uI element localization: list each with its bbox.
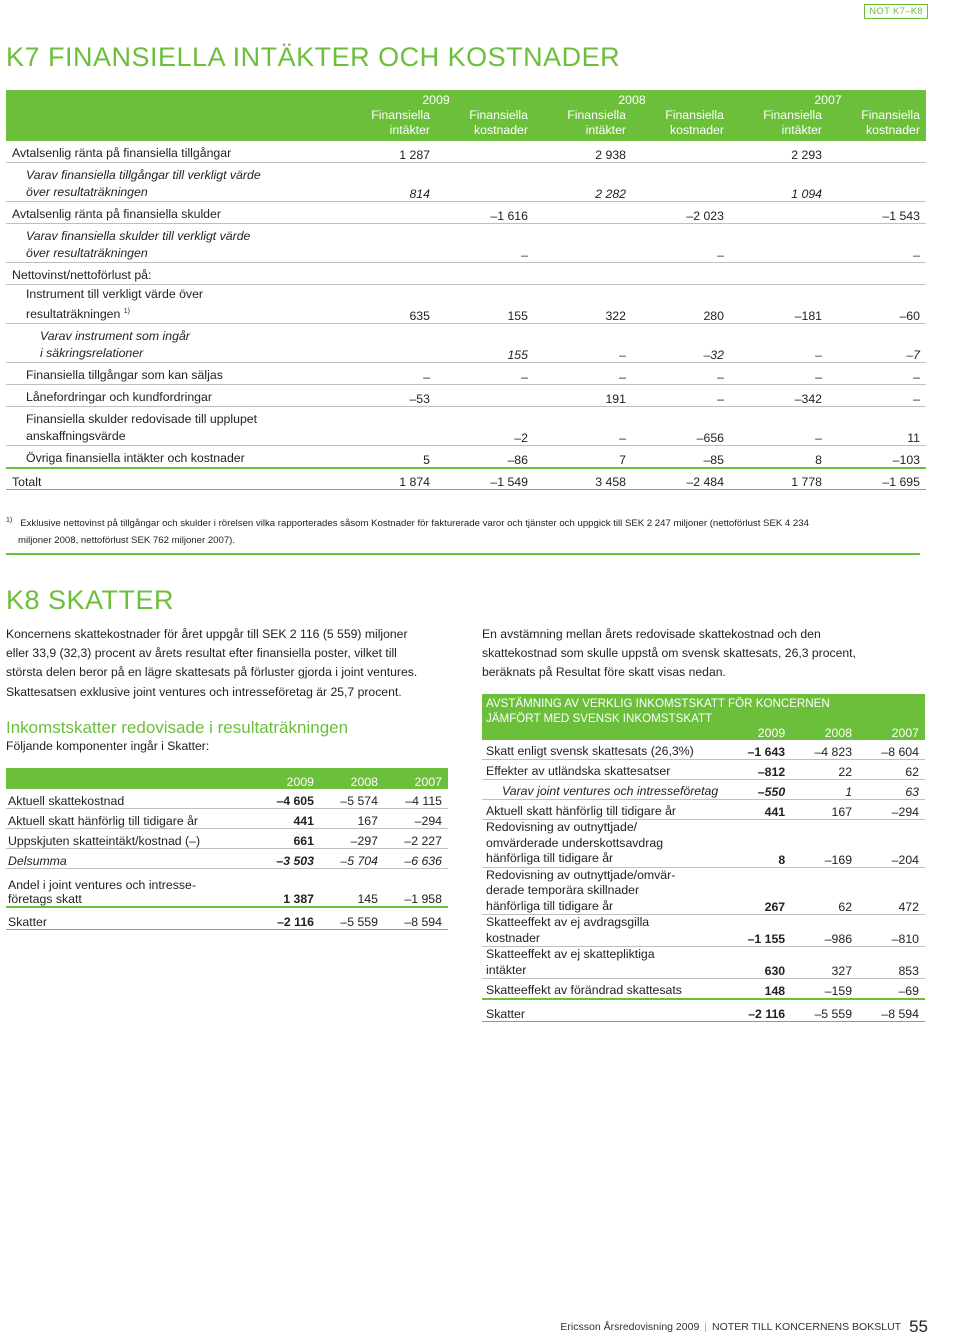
cell-value: –2 [436,407,534,446]
row-label-line: över resultaträkningen [26,185,148,199]
table-row [6,385,926,407]
section-tag: NOT K7–K8 [864,4,928,19]
row-label [6,849,256,869]
row-label-line: Skatt enligt svensk skattesats (26,3%) [486,743,694,758]
total-value: –2 116 [256,907,320,930]
cell-value: 2 282 [534,163,632,202]
cell-value: –4 605 [256,789,320,809]
cell-value: – [632,385,730,407]
cell-value: –103 [828,446,926,469]
total-label: Skatter [6,907,256,930]
cell-value [534,202,632,224]
cell-value [436,263,534,285]
row-label [6,324,338,363]
cell-value: – [534,324,632,363]
cell-value [338,224,436,263]
cell-value [730,263,828,285]
cell-value: –4 115 [384,789,448,809]
row-label-line: Skatteeffekt av ej skattepliktiga [486,947,655,961]
cell-value: –1 543 [828,202,926,224]
row-label-line: Effekter av utländska skattesatser [486,763,671,778]
row-label-line: kostnader [486,930,541,945]
row-label [6,285,338,324]
table-row [482,820,925,868]
row-label [6,869,256,907]
table-row [6,263,926,285]
row-label [6,163,338,202]
cell-value: 2 938 [534,141,632,163]
cell-value: –1 155 [724,915,791,947]
row-label [6,809,256,829]
row-label [6,363,338,385]
cell-value: –204 [858,820,925,868]
row-label [6,829,256,849]
cell-value [828,263,926,285]
row-label [6,407,338,446]
total-value: –8 594 [384,907,448,930]
row-label-line: Avtalsenlig ränta på finansiella tillgångar [12,146,232,160]
cell-value: 441 [724,800,791,820]
cell-value: – [338,363,436,385]
row-label-line: resultaträkningen $^{1)}$ [26,307,130,321]
footer-section: NOTER TILL KONCERNENS BOKSLUT [712,1321,902,1333]
cell-value [436,141,534,163]
cell-value: – [730,363,828,385]
cell-value: 635 [338,285,436,324]
row-label [482,820,724,868]
table-row [6,141,926,163]
row-label-line: derade temporära skillnader [486,883,640,897]
k7-col-header: intäkter [338,123,436,141]
k7-col-header: Finansiella [338,108,436,123]
cell-value: –85 [632,446,730,469]
cell-value: 661 [256,829,320,849]
table-row [482,760,925,780]
row-label [482,740,724,760]
cell-value: –181 [730,285,828,324]
cell-value: – [828,385,926,407]
k7-heading: K7 FINANSIELLA INTÄKTER OCH KOSTNADER [6,42,621,72]
k7-col-header: kostnader [632,123,730,141]
table-row [6,849,448,869]
cell-value: 148 [724,979,791,1000]
total-label: Skatter [482,999,724,1022]
recon-year-header: 2008 [791,726,858,740]
total-value: 3 458 [534,468,632,490]
cell-value: –550 [724,780,791,800]
cell-value: 280 [632,285,730,324]
row-label-line: Finansiella tillgångar som kan säljas [26,368,223,382]
cell-value [828,163,926,202]
cell-value [436,385,534,407]
k7-header-spacer [6,108,338,123]
row-label-line: Varav joint ventures och intresseföretag [502,783,719,798]
row-label [6,446,338,469]
cell-value: 814 [338,163,436,202]
cell-value: –3 503 [256,849,320,869]
cell-value [338,263,436,285]
cell-value: 441 [256,809,320,829]
row-label-line: Redovisning av outnyttjade/omvär- [486,867,676,882]
k8-recon-paragraph: En avstämning mellan årets redovisade skattekostnad och den skattekostnad som skulle uppstå om svensk skattesats, 26,3 procent, beräknats på Resultat före skatt visas nedan. [482,627,856,680]
cell-value: 1 287 [338,141,436,163]
row-label-line: Andel i joint ventures och intresse- [8,877,196,892]
total-label: Totalt [6,468,338,490]
cell-value [632,141,730,163]
cell-value: –5 574 [320,789,384,809]
row-label [482,760,724,780]
cell-value: –4 823 [791,740,858,760]
table-row [6,202,926,224]
cell-value: –6 636 [384,849,448,869]
cell-value: 145 [320,869,384,907]
recon-title: AVSTÄMNING AV VERKLIG INKOMSTSKATT FÖR KONCERNEN JÄMFÖRT MED SVENSK INKOMSTSKATT [482,694,925,726]
row-label [6,202,338,224]
row-label [6,141,338,163]
k7-col-header: kostnader [436,123,534,141]
row-label [6,224,338,263]
cell-value [338,202,436,224]
page-footer: Ericsson Årsredovisning 2009 | NOTER TILL KONCERNENS BOKSLUT 55 [560,1317,928,1336]
cell-value: –1 643 [724,740,791,760]
table-row [482,915,925,947]
table-row [6,789,448,809]
table-row [6,363,926,385]
table-row [6,163,926,202]
table-row [6,809,448,829]
cell-value: –7 [828,324,926,363]
table-row [6,324,926,363]
cell-value: 1 094 [730,163,828,202]
cell-value: – [828,224,926,263]
row-label-line: omvärderade underskottsavdrag [486,835,664,850]
cell-value: – [436,363,534,385]
cell-value: 472 [858,867,925,915]
row-label-line: Varav finansiella tillgångar till verkligt värde [26,168,261,182]
row-label [482,800,724,820]
cell-value: –5 704 [320,849,384,869]
table-row [6,285,926,324]
total-value: –5 559 [791,999,858,1022]
row-label [482,979,724,1000]
row-label-line: Skatteeffekt av förändrad skattesats [486,982,682,997]
k7-col-header: kostnader [828,123,926,141]
cell-value [534,263,632,285]
recon-year-header: 2007 [858,726,925,740]
cell-value: 853 [858,947,925,979]
cell-value [338,324,436,363]
k7-col-header: Finansiella [534,108,632,123]
cell-value: –8 604 [858,740,925,760]
income-tax-subheading: Inkomstskatter redovisade i resultaträkningen [6,718,349,737]
total-value: –2 484 [632,468,730,490]
cell-value: –69 [858,979,925,1000]
cell-value: –60 [828,285,926,324]
row-label [482,947,724,979]
cell-value: – [632,363,730,385]
k7-col-header: Finansiella [436,108,534,123]
cell-value [730,224,828,263]
total-value: –2 116 [724,999,791,1022]
k7-col-header: Finansiella [632,108,730,123]
cell-value: – [828,363,926,385]
tax-year-header: 2009 [256,768,320,789]
row-label-line: hänförliga till tidigare år [486,898,614,913]
row-label-line: företags skatt [8,891,82,906]
table-row [482,979,925,1000]
row-label-line: Uppskjuten skatteintäkt/kostnad (–) [8,834,201,848]
cell-value: 8 [730,446,828,469]
k7-col-header: Finansiella [828,108,926,123]
table-row [482,740,925,760]
row-label [6,263,338,285]
row-label [482,867,724,915]
row-label-line: över resultaträkningen [26,246,148,260]
row-label-line: hänförliga till tidigare år [486,851,614,865]
cell-value: –656 [632,407,730,446]
tax-year-header: 2008 [320,768,384,789]
cell-value: 5 [338,446,436,469]
row-label [482,780,724,800]
cell-value [632,163,730,202]
table-row [6,407,926,446]
cell-value: – [534,407,632,446]
cell-value: –810 [858,915,925,947]
row-label-line: Aktuell skatt hänförlig till tidigare år [486,803,677,818]
k7-financial-table [6,90,926,490]
total-value: 1 778 [730,468,828,490]
total-value: –1 695 [828,468,926,490]
k8-intro-paragraph: Koncernens skattekostnader för året uppgår till SEK 2 116 (5 559) miljoner eller 33,9 (32,3) procent av årets resultat efter finansiella poster, vilket till största delen beror på en lägre skattesats på förluster gjorda i joint ventures. Skattesatsen exklusive joint ventures och intresseföretag är 25,7 procent. [6,627,418,699]
total-row [482,999,925,1022]
cell-value: – [632,224,730,263]
row-label-line: i säkringsrelationer [40,346,144,360]
footnote-ref: 1) [123,307,130,315]
k7-footnote [6,512,920,555]
cell-value [338,407,436,446]
cell-value: –2 023 [632,202,730,224]
row-label-line: Skatteeffekt av ej avdragsgilla [486,915,650,929]
cell-value: –1 616 [436,202,534,224]
cell-value: 327 [791,947,858,979]
cell-value: –294 [384,809,448,829]
recon-year-header: 2009 [724,726,791,740]
row-label-line: Finansiella skulder redovisade till upplupet [26,412,258,426]
page-number: 55 [909,1317,928,1336]
cell-value: 8 [724,820,791,868]
row-label [482,915,724,947]
total-value: –1 549 [436,468,534,490]
cell-value: –812 [724,760,791,780]
row-label-line: Instrument till verkligt värde över [26,286,204,301]
cell-value: –1 958 [384,869,448,907]
cell-value: 167 [320,809,384,829]
k8-heading: K8 SKATTER [6,585,175,615]
row-label-line: Varav instrument som ingår [40,329,190,343]
row-label-line: Avtalsenlig ränta på finansiella skulder [12,207,221,221]
cell-value: 1 387 [256,869,320,907]
row-label-line: Varav finansiella skulder till verkligt värde [26,229,251,243]
cell-value: 63 [858,780,925,800]
cell-value: 155 [436,285,534,324]
cell-value [828,141,926,163]
k7-header-spacer [6,123,338,141]
cell-value: 167 [791,800,858,820]
table-row [6,446,926,469]
footnote-text: Exklusive nettovinst på tillgångar och skulder i rörelsen vilka rapporterades såsom Kostnader för fakturerade varor och tjänster och uppgick till SEK 2 247 miljoner (nettoförlust SEK 4 234 [20,518,809,530]
cell-value: 630 [724,947,791,979]
k7-col-header: intäkter [534,123,632,141]
cell-value: –2 227 [384,829,448,849]
cell-value: 11 [828,407,926,446]
cell-value: 62 [791,867,858,915]
row-label-line: Delsumma [8,854,67,868]
cell-value [632,263,730,285]
row-label-line: anskaffningsvärde [26,429,126,443]
cell-value: 155 [436,324,534,363]
income-tax-subtext: Följande komponenter ingår i Skatter: [6,739,210,753]
cell-value: 62 [858,760,925,780]
row-label-line: Redovisning av outnyttjade/ [486,820,638,834]
row-label-line: Aktuell skattekostnad [8,794,125,808]
k7-year-header: 2007 [730,90,926,108]
total-value: 1 874 [338,468,436,490]
k7-year-header: 2008 [534,90,730,108]
tax-year-header: 2007 [384,768,448,789]
cell-value: –294 [858,800,925,820]
tax-reconciliation-table [482,694,925,1022]
table-row [482,800,925,820]
cell-value [534,224,632,263]
total-value: –5 559 [320,907,384,930]
footnote-text: miljoner 2008, nettoförlust SEK 762 miljoner 2007). [18,535,236,547]
cell-value: 322 [534,285,632,324]
cell-value: 22 [791,760,858,780]
row-label-line: Lånefordringar och kundfordringar [26,390,212,404]
table-row [482,867,925,915]
cell-value: –986 [791,915,858,947]
footer-report: Ericsson Årsredovisning 2009 [560,1321,700,1333]
k7-col-header: Finansiella [730,108,828,123]
cell-value: – [730,407,828,446]
cell-value: – [534,363,632,385]
total-row [6,468,926,490]
row-label-line: Nettovinst/nettoförlust på: [12,268,152,282]
table-row [482,947,925,979]
cell-value: 7 [534,446,632,469]
cell-value: 267 [724,867,791,915]
cell-value: –32 [632,324,730,363]
cell-value: – [730,324,828,363]
cell-value: –297 [320,829,384,849]
footnote-mark: 1) [6,517,13,524]
cell-value [436,163,534,202]
cell-value: –159 [791,979,858,1000]
income-tax-table [6,768,448,930]
cell-value: 1 [791,780,858,800]
table-row [6,869,448,907]
total-value: –8 594 [858,999,925,1022]
cell-value: 191 [534,385,632,407]
cell-value: 2 293 [730,141,828,163]
row-label-line: intäkter [486,962,527,977]
table-row [6,224,926,263]
table-row [482,780,925,800]
k7-col-header: intäkter [730,123,828,141]
row-label-line: Övriga finansiella intäkter och kostnader [26,451,245,465]
cell-value: –169 [791,820,858,868]
row-label [6,789,256,809]
cell-value: –53 [338,385,436,407]
table-row [6,829,448,849]
cell-value: – [436,224,534,263]
cell-value [730,202,828,224]
cell-value: –86 [436,446,534,469]
total-row [6,907,448,930]
row-label-line: Aktuell skatt hänförlig till tidigare år [8,814,199,828]
row-label [6,385,338,407]
cell-value: –342 [730,385,828,407]
k7-year-header: 2009 [338,90,534,108]
